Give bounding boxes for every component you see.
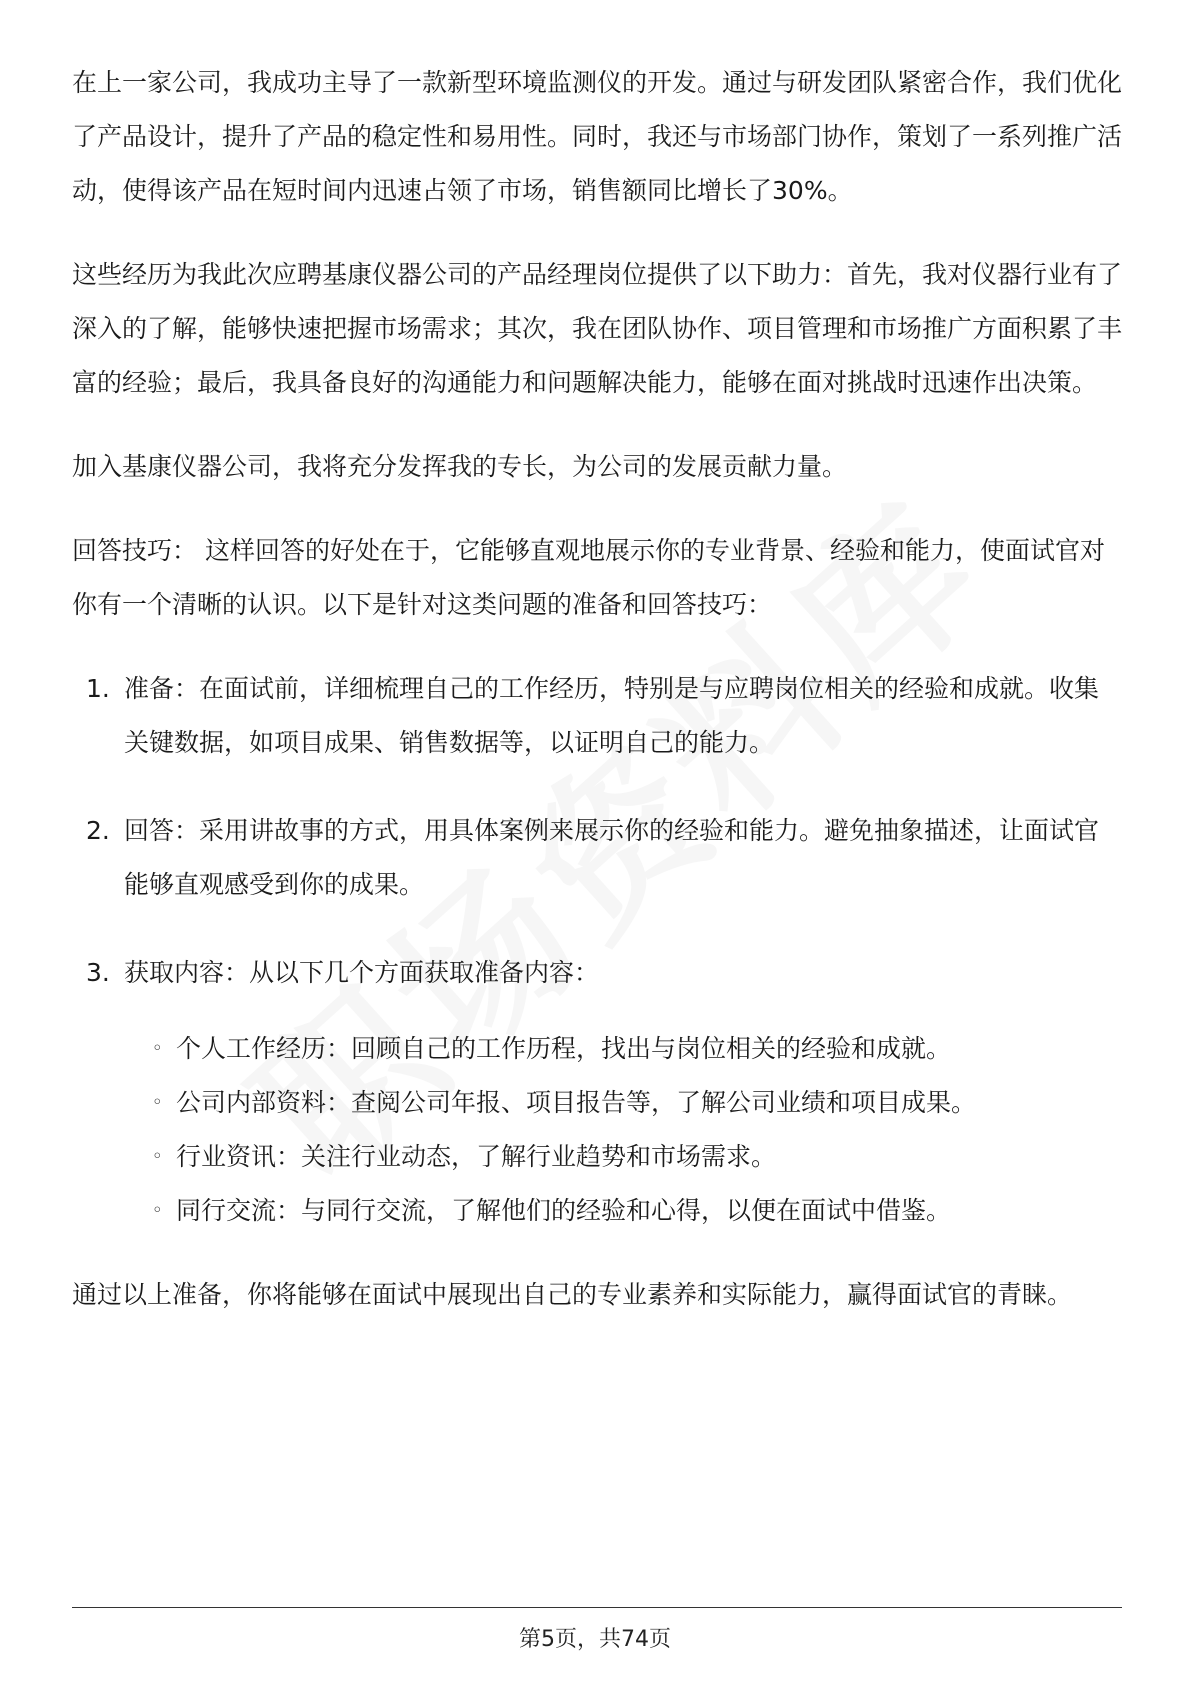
tips-list xyxy=(72,662,1122,1000)
list-number: 2. xyxy=(86,816,110,845)
list-number: 3. xyxy=(86,958,110,987)
sub-list-item-text: 行业资讯：关注行业动态，了解行业趋势和市场需求。 xyxy=(176,1142,777,1171)
list-item-text: 获取内容：从以下几个方面获取准备内容： xyxy=(124,958,600,987)
paragraph-closing: 通过以上准备，你将能够在面试中展现出自己的专业素养和实际能力，赢得面试官的青睐。 xyxy=(72,1280,1073,1309)
list-item xyxy=(72,804,1122,912)
sub-list-item-text: 同行交流：与同行交流，了解他们的经验和心得，以便在面试中借鉴。 xyxy=(176,1196,952,1225)
sub-list-item xyxy=(72,1076,1122,1130)
paragraph-join: 加入基康仪器公司，我将充分发挥我的专长，为公司的发展贡献力量。 xyxy=(72,452,848,481)
sub-list-item xyxy=(72,1184,1122,1238)
bullet-icon: ◦ xyxy=(152,1092,163,1113)
list-item xyxy=(72,946,1122,1000)
page-number: 第5页，共74页 xyxy=(519,1627,671,1652)
content-sources-list xyxy=(72,1022,1122,1238)
document-body xyxy=(72,56,1122,1352)
sub-list-item-text: 个人工作经历：回顾自己的工作历程，找出与岗位相关的经验和成就。 xyxy=(176,1034,952,1063)
sub-list-item xyxy=(72,1022,1122,1076)
bullet-icon: ◦ xyxy=(152,1038,163,1059)
bullet-icon: ◦ xyxy=(152,1200,163,1221)
list-number: 1. xyxy=(86,674,110,703)
sub-list-item-text: 公司内部资料：查阅公司年报、项目报告等，了解公司业绩和项目成果。 xyxy=(176,1088,977,1117)
list-item xyxy=(72,662,1122,770)
list-item-text: 回答：采用讲故事的方式，用具体案例来展示你的经验和能力。避免抽象描述，让面试官能够直观感受到你的成果。 xyxy=(124,816,1100,899)
list-item-text: 准备：在面试前，详细梳理自己的工作经历，特别是与应聘岗位相关的经验和成就。收集关键数据，如项目成果、销售数据等，以证明自己的能力。 xyxy=(124,674,1100,757)
bullet-icon: ◦ xyxy=(152,1146,163,1167)
footer-divider xyxy=(72,1607,1122,1608)
paragraph-experience: 在上一家公司，我成功主导了一款新型环境监测仪的开发。通过与研发团队紧密合作，我们优化了产品设计，提升了产品的稳定性和易用性。同时，我还与市场部门协作，策划了一系列推广活动，使得该产品在短时间内迅速占领了市场，销售额同比增长了30%。 xyxy=(72,68,1123,205)
sub-list-item xyxy=(72,1130,1122,1184)
paragraph-benefits: 这些经历为我此次应聘基康仪器公司的产品经理岗位提供了以下助力：首先，我对仪器行业有了深入的了解，能够快速把握市场需求；其次，我在团队协作、项目管理和市场推广方面积累了丰富的经验；最后，我具备良好的沟通能力和问题解决能力，能够在面对挑战时迅速作出决策。 xyxy=(72,260,1123,397)
paragraph-tips-intro: 回答技巧： 这样回答的好处在于，它能够直观地展示你的专业背景、经验和能力，使面试官对你有一个清晰的认识。以下是针对这类问题的准备和回答技巧： xyxy=(72,536,1105,619)
